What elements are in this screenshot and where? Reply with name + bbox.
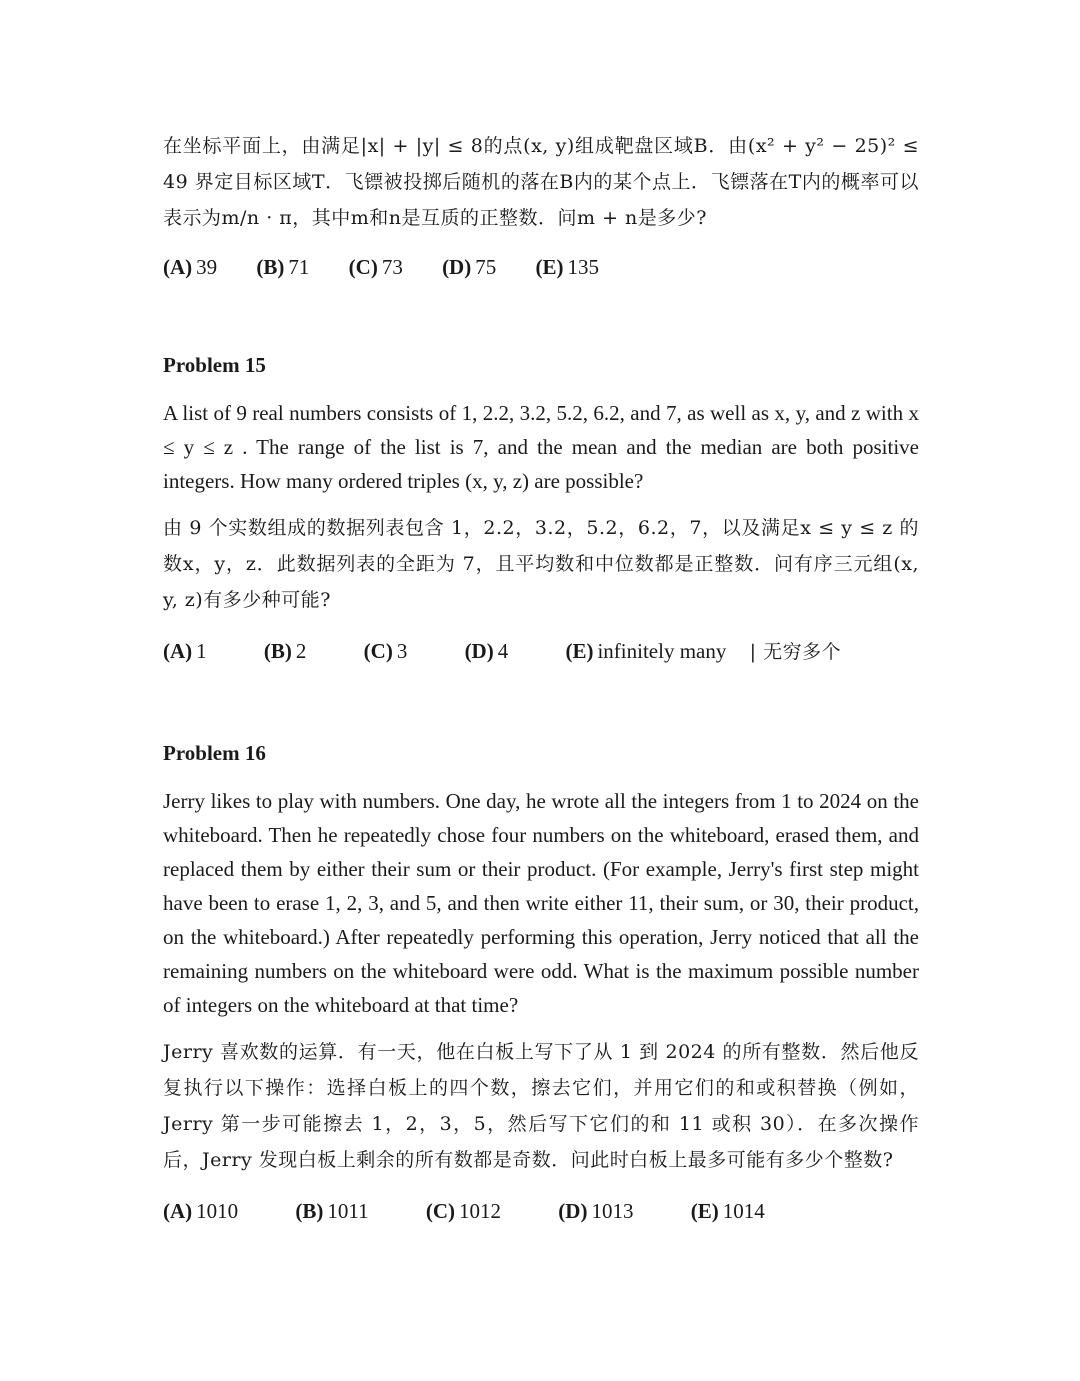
choice-value: 4 bbox=[497, 639, 509, 663]
problem-heading: Problem 16 bbox=[163, 741, 266, 765]
choice-e bbox=[691, 1196, 765, 1226]
choice-b bbox=[264, 636, 307, 666]
choice-value: infinitely many bbox=[597, 639, 727, 663]
choice-c bbox=[426, 1196, 501, 1226]
problem-16-choices bbox=[163, 1196, 919, 1226]
choice-value: 2 bbox=[295, 639, 307, 663]
choice-value: 1013 bbox=[591, 1199, 634, 1223]
choice-value: 75 bbox=[475, 255, 497, 279]
choice-value: 1 bbox=[196, 639, 207, 663]
choice-value: 39 bbox=[196, 255, 218, 279]
choice-e bbox=[535, 252, 599, 282]
choice-value: 1010 bbox=[196, 1199, 239, 1223]
choice-letter: (E) bbox=[690, 1199, 719, 1223]
choice-value: 1014 bbox=[722, 1199, 765, 1223]
choice-b bbox=[256, 252, 309, 282]
problem-15-text-en: A list of 9 real numbers consists of 1, 2.2, 3.2, 5.2, 6.2, and 7, as well as x, y, and z with x ≤ y ≤ z . The range of the list is 7, and the mean and the median are both positive integers. How many ordered triples (x, y, z) are possible? bbox=[163, 401, 919, 493]
document-page bbox=[163, 128, 919, 1226]
choice-letter: (B) bbox=[256, 255, 285, 279]
problem-15-text-cn: 由 9 个实数组成的数据列表包含 1，2.2，3.2，5.2，6.2，7，以及满足x ≤ y ≤ z 的数x，y，z．此数据列表的全距为 7，且平均数和中位数都是正整数．问有序三元组(x, y, z)有多少种可能? bbox=[163, 517, 919, 611]
choice-letter: (A) bbox=[163, 639, 193, 663]
problem-heading: Problem 15 bbox=[163, 353, 266, 377]
problem-16-text-cn: Jerry 喜欢数的运算．有一天，他在白板上写下了从 1 到 2024 的所有整数．然后他反复执行以下操作：选择白板上的四个数，擦去它们，并用它们的和或积替换（例如，Jerry 第一步可能擦去 1，2，3，5，然后写下它们的和 11 或积 30）．在多次操作后，Jerry 发现白板上剩余的所有数都是奇数．问此时白板上最多可能有多少个整数? bbox=[163, 1041, 919, 1171]
problem-14 bbox=[163, 128, 919, 282]
choice-letter: (C) bbox=[363, 639, 393, 663]
problem-15 bbox=[163, 350, 919, 670]
choice-letter: (D) bbox=[558, 1199, 588, 1223]
choice-value: 1011 bbox=[327, 1199, 369, 1223]
choice-letter: (A) bbox=[163, 255, 193, 279]
choice-letter: (D) bbox=[464, 639, 494, 663]
problem-14-choices bbox=[163, 252, 919, 282]
choice-letter: (E) bbox=[535, 255, 564, 279]
choice-d bbox=[465, 636, 509, 666]
choice-b bbox=[295, 1196, 368, 1226]
choice-c bbox=[364, 636, 408, 666]
choice-letter: (B) bbox=[295, 1199, 324, 1223]
choice-value: 73 bbox=[381, 255, 403, 279]
problem-16-text-en: Jerry likes to play with numbers. One day, he wrote all the integers from 1 to 2024 on the whiteboard. Then he repeatedly chose four numbers on the whiteboard, erased them, and replaced them by either their sum or their product. (For example, Jerry's first step might have been to erase 1, 2, 3, and 5, and then write either 11, their sum, or 30, their product, on the whiteboard.) After repeatedly performing this operation, Jerry noticed that all the remaining numbers on the whiteboard were odd. What is the maximum possible number of integers on the whiteboard at that time? bbox=[163, 789, 919, 1017]
choice-letter: (B) bbox=[263, 639, 292, 663]
choice-a bbox=[163, 1196, 238, 1226]
choice-value: 71 bbox=[288, 255, 310, 279]
choice-letter: (E) bbox=[565, 639, 594, 663]
choice-d bbox=[442, 252, 496, 282]
choice-value: 1012 bbox=[459, 1199, 502, 1223]
problem-16 bbox=[163, 738, 919, 1226]
choice-letter: (A) bbox=[163, 1199, 193, 1223]
choice-e bbox=[565, 636, 726, 666]
choice-d bbox=[558, 1196, 633, 1226]
choice-letter: (C) bbox=[348, 255, 378, 279]
choice-c bbox=[349, 252, 403, 282]
problem-14-text-cn: 在坐标平面上，由满足|x| + |y| ≤ 8的点(x, y)组成靶盘区域B．由(x² + y² − 25)² ≤ 49 界定目标区域T．飞镖被投掷后随机的落在B内的某个点上．飞镖落在T内的概率可以表示为m/n · π，其中m和n是互质的正整数．问m + n是多少? bbox=[163, 135, 919, 229]
choice-letter: (C) bbox=[425, 1199, 456, 1223]
choice-value: 135 bbox=[567, 255, 599, 279]
choice-a bbox=[163, 636, 207, 666]
problem-15-choices bbox=[163, 634, 919, 670]
choice-e-cn: | 无穷多个 bbox=[749, 641, 842, 663]
choice-value: 3 bbox=[396, 639, 408, 663]
choice-a bbox=[163, 252, 217, 282]
choice-letter: (D) bbox=[442, 255, 472, 279]
